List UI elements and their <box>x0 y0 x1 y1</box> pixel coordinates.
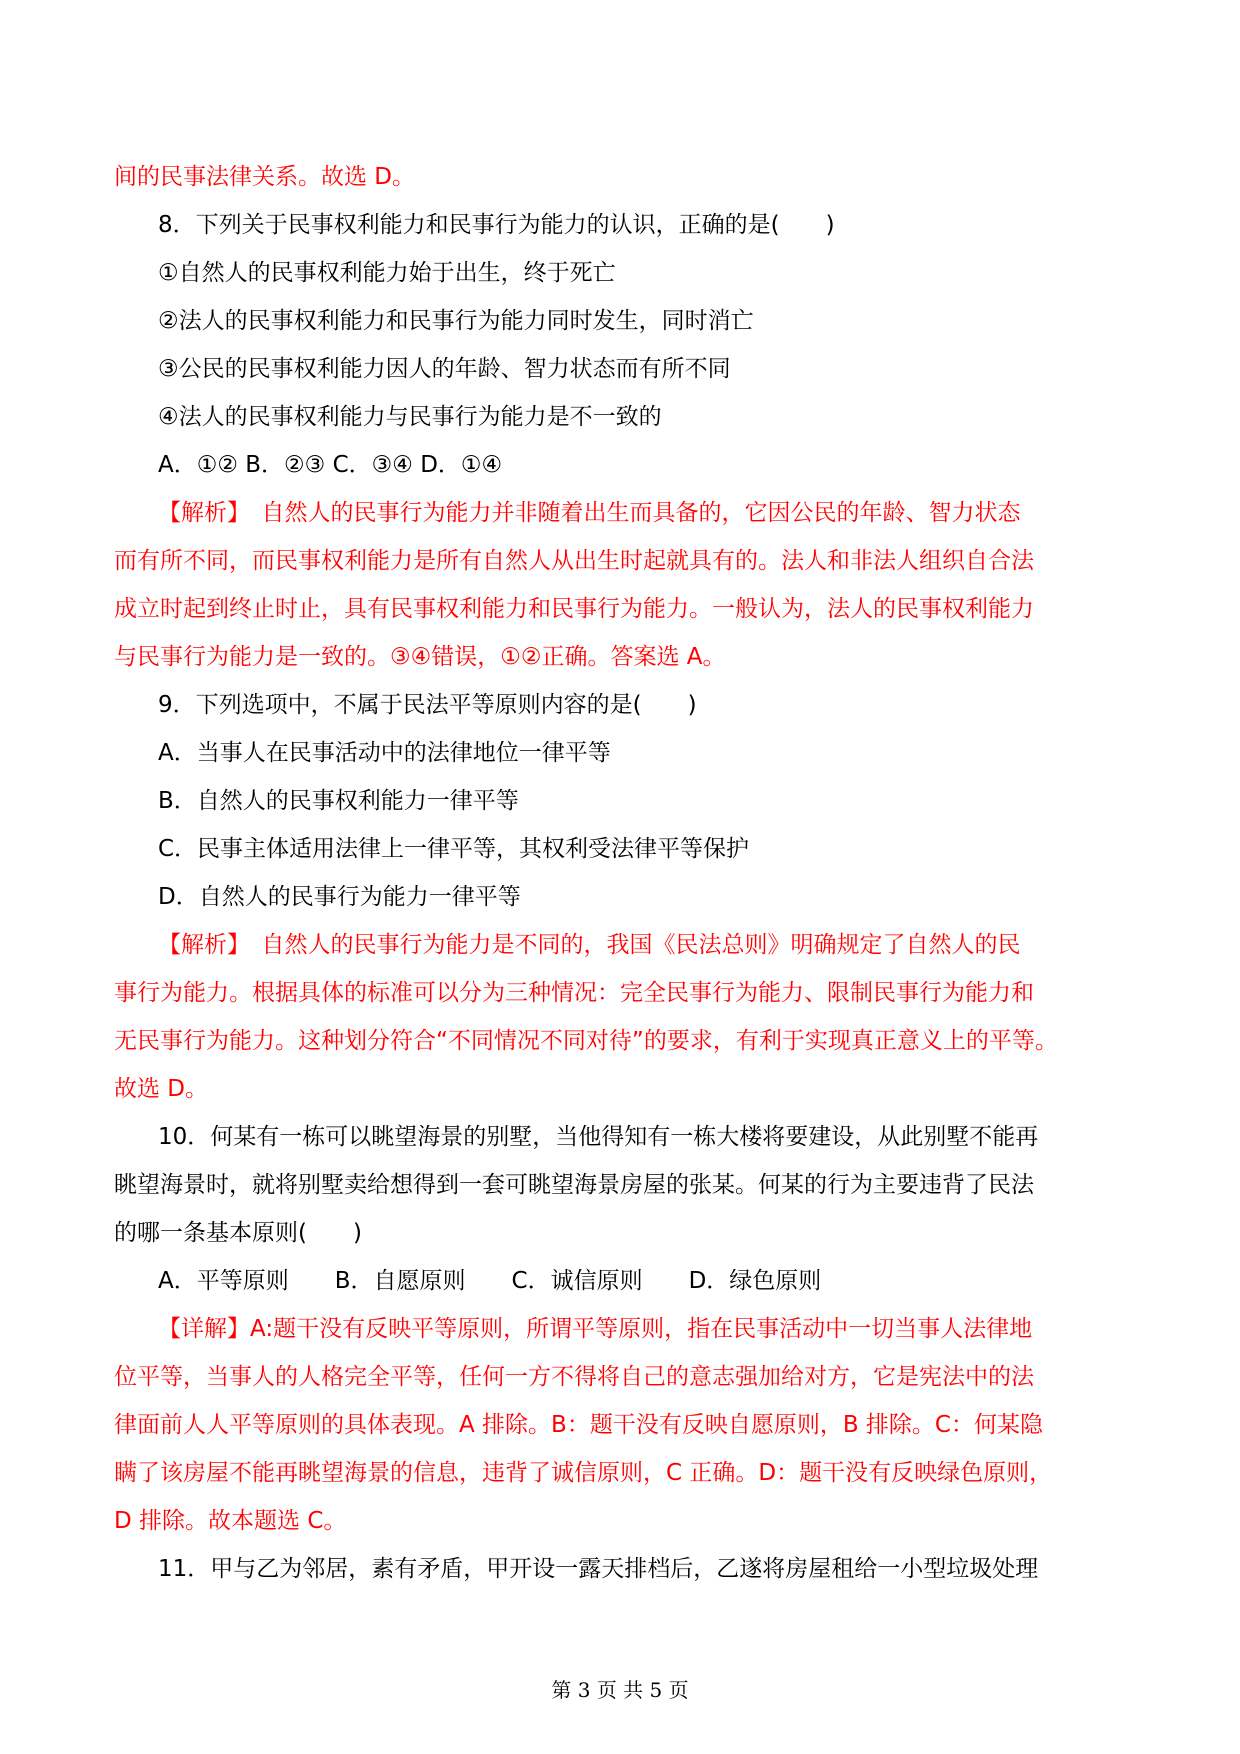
question-8-analysis: 成立时起到终止时止，具有民事权利能力和民事行为能力。一般认为，法人的民事权利能力 <box>114 596 1034 622</box>
question-11-stem: 11．甲与乙为邻居，素有矛盾，甲开设一露天排档后，乙遂将房屋租给一小型垃圾处理 <box>158 1556 1039 1582</box>
question-8-analysis: 与民事行为能力是一致的。③④错误，①②正确。答案选 A。 <box>114 644 726 670</box>
question-8-analysis: 而有所不同，而民事权利能力是所有自然人从出生时起就具有的。法人和非法人组织自合法 <box>114 548 1034 574</box>
question-10-stem: 10．何某有一栋可以眺望海景的别墅，当他得知有一栋大楼将要建设，从此别墅不能再 <box>158 1124 1039 1150</box>
question-9-analysis: 故选 D。 <box>114 1076 209 1102</box>
question-10-stem: 的哪一条基本原则( ) <box>114 1220 362 1246</box>
page-number-footer: 第 3 页 共 5 页 <box>551 1678 689 1702</box>
question-9-option-c: C．民事主体适用法律上一律平等，其权利受法律平等保护 <box>158 836 750 862</box>
question-9-analysis: 无民事行为能力。这种划分符合“不同情况不同对待”的要求，有利于实现真正意义上的平等。 <box>114 1028 1058 1054</box>
question-9-stem: 9．下列选项中，不属于民法平等原则内容的是( ) <box>158 692 697 718</box>
question-8-statement-4: ④法人的民事权利能力与民事行为能力是不一致的 <box>158 404 662 430</box>
question-8-statement-2: ②法人的民事权利能力和民事行为能力同时发生，同时消亡 <box>158 308 754 334</box>
question-10-explanation: 律面前人人平等原则的具体表现。A 排除。B：题干没有反映自愿原则，B 排除。C：何某隐 <box>114 1412 1043 1438</box>
question-9-option-b: B．自然人的民事权利能力一律平等 <box>158 788 519 814</box>
question-9-option-d: D．自然人的民事行为能力一律平等 <box>158 884 521 910</box>
question-8-analysis: 【解析】 自然人的民事行为能力并非随着出生而具备的，它因公民的年龄、智力状态 <box>158 500 1021 526</box>
question-10-stem: 眺望海景时，就将别墅卖给想得到一套可眺望海景房屋的张某。何某的行为主要违背了民法 <box>114 1172 1034 1198</box>
answer-line: 间的民事法律关系。故选 D。 <box>114 164 416 190</box>
question-10-explanation: D 排除。故本题选 C。 <box>114 1508 347 1534</box>
question-8-statement-1: ①自然人的民事权利能力始于出生，终于死亡 <box>158 260 616 286</box>
question-8-stem: 8．下列关于民事权利能力和民事行为能力的认识，正确的是( ) <box>158 212 835 238</box>
question-10-explanation: 瞒了该房屋不能再眺望海景的信息，违背了诚信原则，C 正确。D：题干没有反映绿色原则， <box>114 1460 1053 1486</box>
question-9-option-a: A．当事人在民事活动中的法律地位一律平等 <box>158 740 611 766</box>
question-10-explanation: 【详解】A:题干没有反映平等原则，所谓平等原则，指在民事活动中一切当事人法律地 <box>158 1316 1033 1342</box>
question-9-analysis: 【解析】 自然人的民事行为能力是不同的，我国《民法总则》明确规定了自然人的民 <box>158 932 1021 958</box>
question-9-analysis: 事行为能力。根据具体的标准可以分为三种情况：完全民事行为能力、限制民事行为能力和 <box>114 980 1034 1006</box>
question-8-statement-3: ③公民的民事权利能力因人的年龄、智力状态而有所不同 <box>158 356 731 382</box>
question-10-options: A．平等原则 B．自愿原则 C．诚信原则 D．绿色原则 <box>158 1268 822 1294</box>
question-8-options: A．①② B．②③ C．③④ D．①④ <box>158 452 503 478</box>
question-10-explanation: 位平等，当事人的人格完全平等，任何一方不得将自己的意志强加给对方，它是宪法中的法 <box>114 1364 1034 1390</box>
